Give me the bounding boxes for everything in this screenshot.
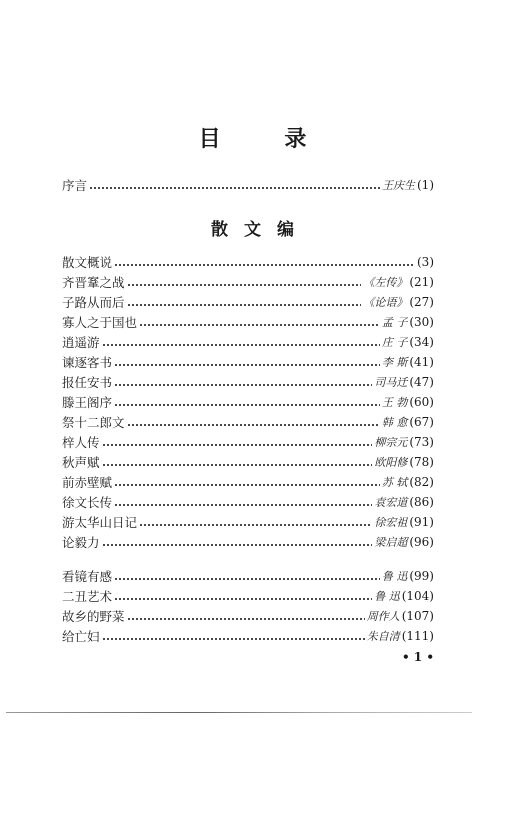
toc-entry-page: (73)	[409, 435, 434, 449]
toc-entry[interactable]	[62, 332, 434, 352]
toc-entry[interactable]	[62, 472, 434, 492]
toc-entry[interactable]	[62, 452, 434, 472]
leader-dots	[114, 578, 380, 580]
toc-entry-page: (3)	[417, 255, 434, 269]
toc-entry-author: 朱自清	[366, 630, 400, 643]
toc-entry-author: 王庆生	[382, 179, 415, 192]
toc-entry-title: 祭十二郎文	[62, 415, 125, 430]
toc-entry-author: 苏 轼	[381, 476, 408, 489]
toc-entry[interactable]	[62, 626, 434, 646]
page-title: 目 录	[198, 126, 335, 152]
leader-dots	[102, 464, 373, 466]
toc-entry-title: 游太华山日记	[62, 515, 138, 530]
toc-entry[interactable]	[62, 412, 434, 432]
toc-entry-title: 秋声赋	[62, 455, 100, 470]
toc-entry-title: 报任安书	[62, 375, 113, 390]
leader-dots	[102, 638, 365, 640]
leader-dots	[127, 284, 362, 286]
toc-entry-page: (86)	[409, 495, 434, 509]
toc-entry-preface[interactable]	[62, 175, 434, 195]
leader-dots	[114, 504, 372, 506]
toc-entry-title: 寡人之于国也	[62, 315, 138, 330]
toc-entry-author: 徐宏祖	[374, 516, 408, 529]
leader-dots	[102, 444, 373, 446]
toc-entry[interactable]	[62, 566, 434, 586]
toc-entry-page: (91)	[409, 515, 434, 529]
toc-entry-title: 序言	[62, 178, 88, 193]
toc-entry-page: (107)	[401, 609, 434, 623]
leader-dots	[102, 544, 373, 546]
toc-entry-author: 司马迁	[374, 376, 408, 389]
leader-dots	[114, 598, 372, 600]
toc-entry-page: (82)	[409, 475, 434, 489]
toc-entry-author: 孟 子	[381, 316, 408, 329]
toc-entry-page: (1)	[417, 178, 434, 192]
toc-entry-page: (99)	[409, 569, 434, 583]
toc-entry-page: (96)	[409, 535, 434, 549]
toc-entry-title: 故乡的野菜	[62, 609, 125, 624]
leader-dots	[114, 364, 380, 366]
toc-entry-title: 论毅力	[62, 535, 100, 550]
toc-entry[interactable]	[62, 272, 434, 292]
toc-entry-title: 齐晋鞌之战	[62, 275, 125, 290]
toc-entry-author: 李 斯	[381, 356, 408, 369]
page-number: • 1 •	[401, 650, 434, 664]
toc-entry-page: (47)	[409, 375, 434, 389]
toc-entry[interactable]	[62, 292, 434, 312]
leader-dots	[127, 304, 362, 306]
leader-dots	[139, 524, 372, 526]
toc-entry-author: 周作人	[366, 610, 400, 623]
toc-entry-page: (111)	[401, 629, 434, 643]
toc-entry-page: (41)	[409, 355, 434, 369]
leader-dots	[114, 384, 372, 386]
toc-entry-title: 看镜有感	[62, 569, 113, 584]
toc-entry-page: (34)	[409, 335, 434, 349]
toc-entry-author: 梁启超	[374, 536, 408, 549]
bottom-rule	[6, 712, 472, 713]
toc-entry[interactable]	[62, 586, 434, 606]
toc-entry-title: 徐文长传	[62, 495, 113, 510]
toc-entry-author: 柳宗元	[374, 436, 408, 449]
toc-entry-author: 《论语》	[363, 296, 408, 309]
toc-entry-title: 梓人传	[62, 435, 100, 450]
toc-entry[interactable]	[62, 432, 434, 452]
section-title: 散文编	[211, 220, 310, 240]
toc-entry[interactable]	[62, 392, 434, 412]
toc-entry-title: 给亡妇	[62, 629, 100, 644]
toc-entry-title: 子路从而后	[62, 295, 125, 310]
toc-entry[interactable]	[62, 532, 434, 552]
leader-dots	[114, 264, 413, 266]
toc-entry-author: 鲁 迅	[381, 570, 408, 583]
toc-entry-page: (78)	[409, 455, 434, 469]
toc-entry-title: 前赤壁赋	[62, 475, 113, 490]
toc-entry-title: 逍遥游	[62, 335, 100, 350]
leader-dots	[102, 344, 380, 346]
toc-entry[interactable]	[62, 372, 434, 392]
toc-entry[interactable]	[62, 606, 434, 626]
toc-entry[interactable]	[62, 252, 434, 272]
toc-entry-author: 欧阳修	[374, 456, 408, 469]
toc-entry[interactable]	[62, 492, 434, 512]
leader-dots	[127, 424, 380, 426]
toc-entry-page: (27)	[409, 295, 434, 309]
toc-entry-author: 《左传》	[363, 276, 408, 289]
toc-entry-author: 王 勃	[381, 396, 408, 409]
toc-entry-author: 韩 愈	[381, 416, 408, 429]
toc-entry[interactable]	[62, 312, 434, 332]
toc-entry-author: 鲁 迅	[374, 590, 400, 603]
toc-entry-page: (21)	[409, 275, 434, 289]
toc-entry-page: (67)	[409, 415, 434, 429]
toc-entry-page: (104)	[401, 589, 434, 603]
leader-dots	[127, 618, 365, 620]
toc-entry-title: 滕王阁序	[62, 395, 113, 410]
toc-entry-author: 袁宏道	[374, 496, 408, 509]
toc-entry[interactable]	[62, 512, 434, 532]
leader-dots	[89, 187, 380, 189]
leader-dots	[114, 404, 380, 406]
toc-entry-page: (60)	[409, 395, 434, 409]
toc-entry-title: 散文概说	[62, 255, 113, 270]
leader-dots	[139, 324, 380, 326]
toc-entry-title: 二丑艺术	[62, 589, 113, 604]
leader-dots	[114, 484, 380, 486]
toc-entry-page: (30)	[409, 315, 434, 329]
toc-entry[interactable]	[62, 352, 434, 372]
toc-entry-title: 谏逐客书	[62, 355, 113, 370]
toc-entry-author: 庄 子	[381, 336, 408, 349]
